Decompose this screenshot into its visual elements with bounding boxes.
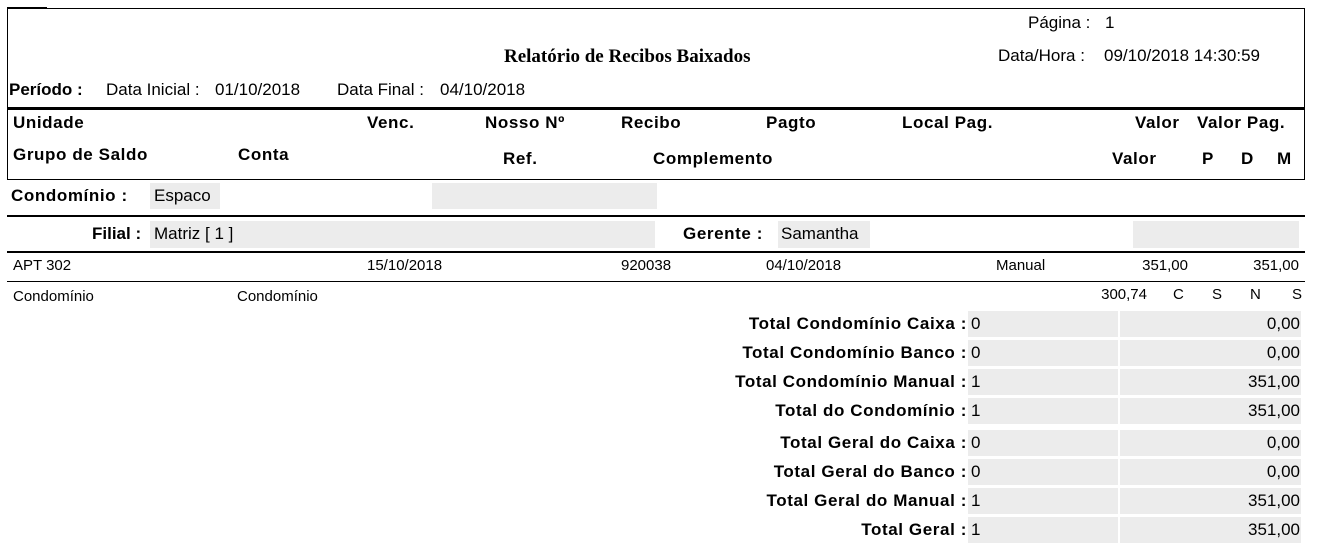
total-count-shade	[968, 340, 1118, 366]
total-label: Total Geral :	[861, 520, 967, 539]
start-date-label: Data Inicial :	[106, 80, 200, 99]
datetime-label: Data/Hora :	[998, 46, 1085, 65]
end-date-label: Data Final :	[337, 80, 424, 99]
total-count-shade	[968, 398, 1118, 424]
row-local: Manual	[996, 257, 1046, 274]
col-recibo: Recibo	[621, 113, 682, 132]
total-count-shade	[968, 488, 1118, 514]
total-value: 351,00	[1248, 372, 1300, 391]
total-value: 351,00	[1248, 401, 1300, 420]
report-title: Relatório de Recibos Baixados	[504, 46, 751, 67]
condominio-value: Espaco	[154, 186, 211, 205]
total-count: 0	[971, 343, 981, 362]
start-date-value: 01/10/2018	[215, 80, 301, 99]
condominio-label: Condomínio :	[11, 186, 128, 205]
total-label: Total Condomínio Caixa :	[748, 314, 967, 333]
total-count-shade	[968, 369, 1118, 395]
total-value: 351,00	[1248, 491, 1300, 510]
col-local-pag: Local Pag.	[902, 113, 994, 132]
detail-divider-top	[7, 251, 1305, 253]
total-count-shade	[968, 459, 1118, 485]
col-valor: Valor	[1135, 113, 1180, 132]
col-venc: Venc.	[367, 113, 415, 132]
gerente-value: Samantha	[781, 224, 859, 243]
row-conta: Condomínio	[237, 288, 318, 305]
col-unidade: Unidade	[13, 113, 85, 132]
datetime-value: 09/10/2018 14:30:59	[1104, 46, 1260, 65]
total-count-shade	[968, 311, 1118, 337]
row-valor-pag: 351,00	[1253, 257, 1299, 274]
filial-label: Filial :	[92, 224, 142, 243]
total-count: 1	[971, 491, 981, 510]
total-label: Total Geral do Banco :	[773, 462, 967, 481]
total-count: 0	[971, 433, 981, 452]
total-count: 1	[971, 372, 981, 391]
col-p: P	[1202, 149, 1214, 168]
row-flag-s2: S	[1292, 286, 1303, 303]
group-divider	[7, 215, 1305, 217]
col-grupo-saldo: Grupo de Saldo	[13, 145, 148, 164]
total-count-shade	[968, 430, 1118, 456]
total-value: 0,00	[1266, 433, 1300, 452]
col-complemento: Complemento	[653, 149, 773, 168]
end-date-value: 04/10/2018	[440, 80, 526, 99]
total-label: Total do Condomínio :	[775, 401, 967, 420]
total-label: Total Condomínio Banco :	[742, 343, 967, 362]
row-venc: 15/10/2018	[367, 257, 443, 274]
col-pagto: Pagto	[766, 113, 817, 132]
page-number: 1	[1105, 13, 1115, 32]
total-count-shade	[968, 517, 1118, 543]
col-conta: Conta	[238, 145, 290, 164]
condominio-empty-shade	[432, 183, 657, 209]
row-flag-c: C	[1173, 286, 1184, 303]
total-value: 0,00	[1266, 343, 1300, 362]
row-flag-n: N	[1250, 286, 1261, 303]
page-label: Página :	[1028, 13, 1091, 32]
row-flag-s1: S	[1212, 286, 1223, 303]
period-label: Período :	[9, 80, 83, 99]
col-nosso-numero: Nosso Nº	[485, 113, 565, 132]
filial-value: Matriz [ 1 ]	[154, 224, 234, 243]
total-value: 351,00	[1248, 520, 1300, 539]
row-valor: 351,00	[1142, 257, 1188, 274]
row-recibo: 920038	[621, 257, 672, 274]
col-d: D	[1241, 149, 1254, 168]
total-count: 1	[971, 520, 981, 539]
total-count: 1	[971, 401, 981, 420]
col-valor-pag: Valor Pag.	[1197, 113, 1286, 132]
col-m: M	[1277, 149, 1292, 168]
row-grupo: Condomínio	[13, 288, 94, 305]
row-unidade: APT 302	[13, 257, 72, 274]
gerente-label: Gerente :	[683, 224, 764, 243]
total-label: Total Geral do Caixa :	[780, 433, 967, 452]
total-value: 0,00	[1266, 314, 1300, 333]
col-valor-2: Valor	[1112, 149, 1157, 168]
filial-empty-shade	[1133, 221, 1299, 248]
detail-divider-bottom	[7, 281, 1305, 282]
total-count: 0	[971, 462, 981, 481]
total-label: Total Geral do Manual :	[766, 491, 967, 510]
row-pagto: 04/10/2018	[766, 257, 842, 274]
total-label: Total Condomínio Manual :	[735, 372, 967, 391]
col-ref: Ref.	[503, 149, 538, 168]
total-count: 0	[971, 314, 981, 333]
total-value: 0,00	[1266, 462, 1300, 481]
row-valor-2: 300,74	[1101, 286, 1147, 303]
